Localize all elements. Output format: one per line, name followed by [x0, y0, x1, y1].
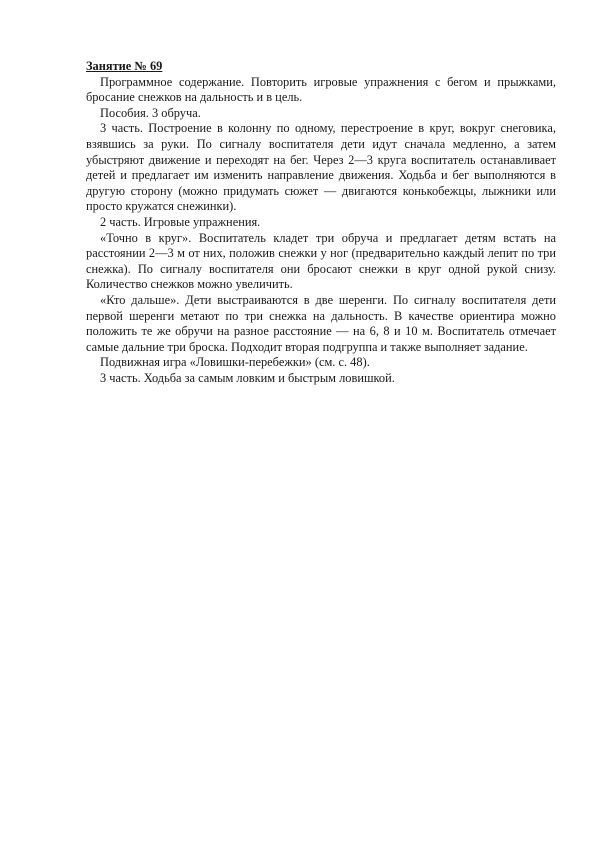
paragraph-exercise-distance: «Кто дальше». Дети выстраиваются в две шеренги. По сигналу воспитателя дети первой шеренги метают по три снежка на дальность. В качестве ориентира можно положить те же обручи на разное расстояние — на 6, 8 и 10 м. Воспитатель отмечает самые дальние три броска. Подходит вторая подгруппа и также выполняет задание. [86, 292, 556, 354]
paragraph-outdoor-game: Подвижная игра «Ловишки-перебежки» (см. с. 48). [100, 355, 370, 370]
paragraph-part-final: 3 часть. Ходьба за самым ловким и быстрым ловишкой. [100, 370, 395, 385]
paragraph-part-intro: 3 часть. Построение в колонну по одному, перестроение в круг, вокруг снеговика, взявшись за руки. По сигналу воспитателя дети идут сначала медленно, а затем убыстряют движение и переходят на бег. Через 2—3 круга воспитатель останавливает детей и предлагает им изменить направление движения. Ходьба и бег выполняются в другую сторону (можно придумать сюжет — двигаются конькобежцы, лыжники или просто кружатся снежинки). [86, 121, 556, 214]
document-title: Занятие № 69 [86, 59, 163, 73]
document-page [86, 59, 556, 386]
paragraph-program-content: Программное содержание. Повторить игровые упражнения с бегом и прыжками, бросание снежков на дальность и в цель. [86, 74, 556, 105]
paragraph-part-two-heading: 2 часть. Игровые упражнения. [100, 214, 261, 229]
paragraph-materials: Пособия. 3 обруча. [100, 105, 201, 120]
paragraph-exercise-circle: «Точно в круг». Воспитатель кладет три обруча и предлагает детям встать на расстоянии 2—3 м от них, положив снежки у ног (предварительно каждый лепит по три снежка). По сигналу воспитателя они бросают снежки в круг одной рукой снизу. Количество снежков можно увеличить. [86, 230, 556, 292]
